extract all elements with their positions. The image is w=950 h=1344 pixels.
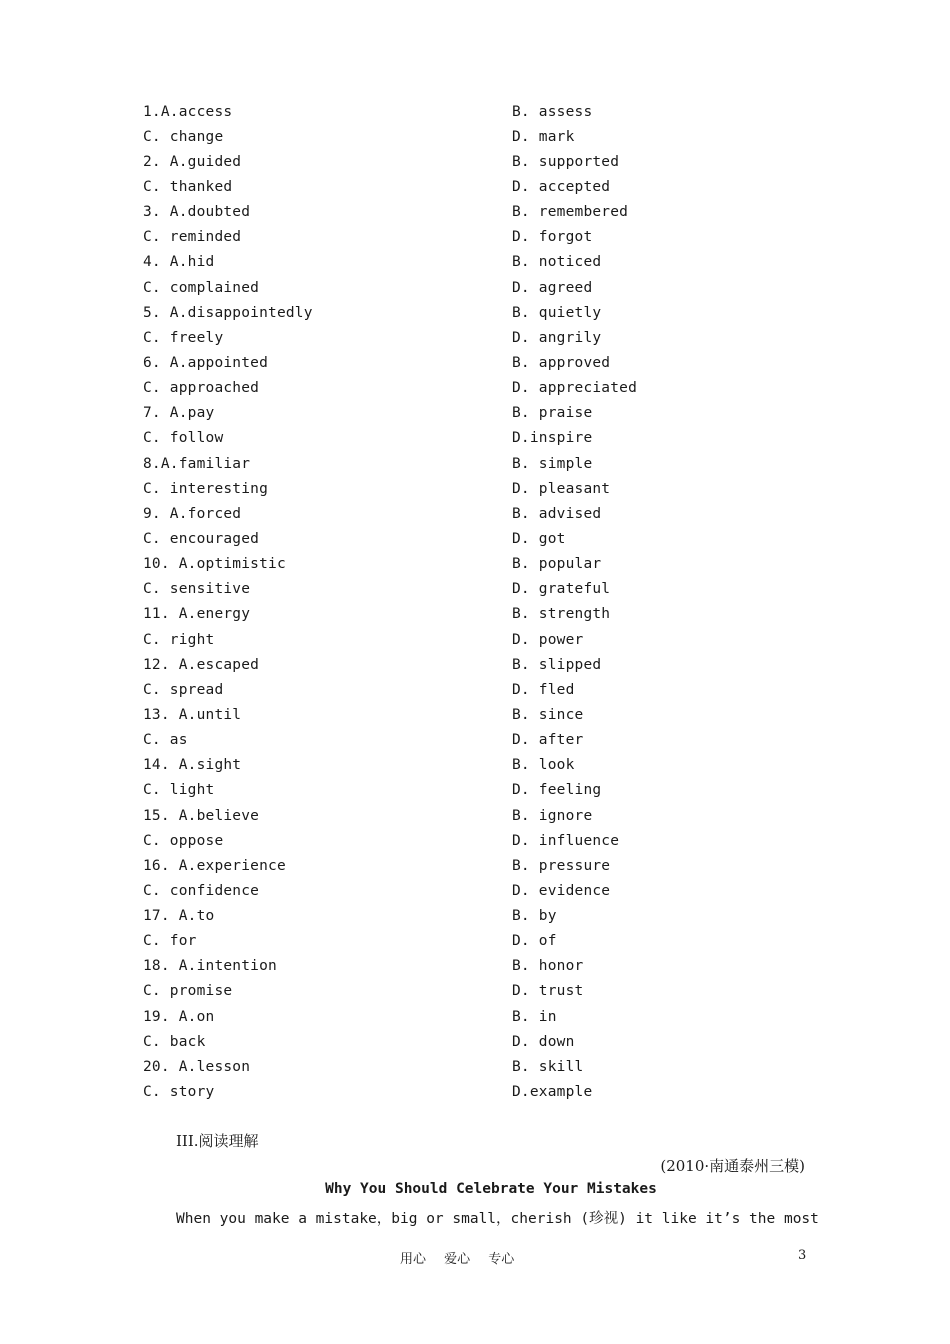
option-left: 13. A.until — [143, 706, 242, 723]
option-right: D. feeling — [512, 782, 602, 799]
option-right: D. influence — [512, 832, 620, 849]
option-row — [143, 174, 823, 199]
option-row — [143, 350, 823, 375]
option-row — [143, 929, 823, 954]
option-row — [143, 828, 823, 853]
option-left: 9. A.forced — [143, 505, 242, 522]
option-right: B. supported — [512, 153, 620, 170]
option-right: B. noticed — [512, 254, 602, 271]
option-left: 15. A.believe — [143, 807, 260, 824]
option-row — [143, 200, 823, 225]
option-right: B. remembered — [512, 204, 629, 221]
option-left: C. interesting — [143, 480, 269, 497]
option-right: D. mark — [512, 128, 575, 145]
option-row — [143, 1054, 823, 1079]
option-right: B. simple — [512, 455, 593, 472]
option-left: C. spread — [143, 681, 224, 698]
article-title: Why You Should Celebrate Your Mistakes — [325, 1181, 657, 1197]
option-right: B. in — [512, 1008, 557, 1025]
option-row — [143, 476, 823, 501]
option-left: 4. A.hid — [143, 254, 215, 271]
option-row — [143, 652, 823, 677]
option-right: B. advised — [512, 505, 602, 522]
option-left: C. as — [143, 732, 188, 749]
option-right: D. fled — [512, 681, 575, 698]
option-left: C. back — [143, 1033, 206, 1050]
option-right: D.example — [512, 1084, 593, 1101]
option-row — [143, 275, 823, 300]
option-right: D. got — [512, 530, 566, 547]
option-left: C. oppose — [143, 832, 224, 849]
option-right: B. since — [512, 706, 584, 723]
option-row — [143, 753, 823, 778]
option-left: C. right — [143, 631, 215, 648]
option-right: D. of — [512, 933, 557, 950]
option-row — [143, 225, 823, 250]
option-row — [143, 124, 823, 149]
option-left: C. promise — [143, 983, 233, 1000]
option-row — [143, 451, 823, 476]
option-left: 6. A.appointed — [143, 354, 269, 371]
option-left: 20. A.lesson — [143, 1058, 251, 1075]
option-row — [143, 426, 823, 451]
option-row — [143, 677, 823, 702]
option-right: B. assess — [512, 103, 593, 120]
option-right: D.inspire — [512, 430, 593, 447]
footer-text: 用心 爱心 专心 — [400, 1252, 515, 1267]
option-left: 2. A.guided — [143, 153, 242, 170]
option-right: D. grateful — [512, 581, 611, 598]
option-row — [143, 325, 823, 350]
option-left: C. change — [143, 128, 224, 145]
option-left: C. reminded — [143, 229, 242, 246]
option-left: 16. A.experience — [143, 857, 286, 874]
option-row — [143, 149, 823, 174]
option-row — [143, 401, 823, 426]
option-row — [143, 99, 823, 124]
option-left: 10. A.optimistic — [143, 556, 286, 573]
answer-options-list — [143, 99, 823, 1105]
option-row — [143, 627, 823, 652]
option-right: B. quietly — [512, 304, 602, 321]
option-left: 14. A.sight — [143, 757, 242, 774]
option-right: D. agreed — [512, 279, 593, 296]
option-right: D. down — [512, 1033, 575, 1050]
option-left: 18. A.intention — [143, 958, 277, 975]
option-row — [143, 552, 823, 577]
option-right: B. popular — [512, 556, 602, 573]
page-number: 3 — [798, 1248, 807, 1263]
option-left: 5. A.disappointedly — [143, 304, 313, 321]
option-right: B. by — [512, 908, 557, 925]
option-left: C. sensitive — [143, 581, 251, 598]
option-right: B. approved — [512, 354, 611, 371]
option-left: C. freely — [143, 329, 224, 346]
option-right: D. power — [512, 631, 584, 648]
option-left: C. approached — [143, 380, 260, 397]
source-note: (2010·南通泰州三模) — [660, 1157, 805, 1175]
option-right: B. look — [512, 757, 575, 774]
option-row — [143, 778, 823, 803]
option-left: 19. A.on — [143, 1008, 215, 1025]
option-left: 12. A.escaped — [143, 656, 260, 673]
option-row — [143, 602, 823, 627]
option-left: C. story — [143, 1084, 215, 1101]
option-left: 11. A.energy — [143, 606, 251, 623]
option-right: B. honor — [512, 958, 584, 975]
option-row — [143, 526, 823, 551]
section-title: III.阅读理解 — [176, 1132, 259, 1150]
option-left: 17. A.to — [143, 908, 215, 925]
option-row — [143, 1029, 823, 1054]
option-row — [143, 803, 823, 828]
option-right: D. after — [512, 732, 584, 749]
option-row — [143, 728, 823, 753]
option-left: C. encouraged — [143, 530, 260, 547]
option-row — [143, 878, 823, 903]
option-row — [143, 1079, 823, 1104]
article-body-line: When you make a mistake，big or small，cherish (珍视) it like it’s the most — [176, 1211, 819, 1227]
option-right: B. pressure — [512, 857, 611, 874]
option-right: D. trust — [512, 983, 584, 1000]
option-left: 8.A.familiar — [143, 455, 251, 472]
option-right: D. pleasant — [512, 480, 611, 497]
option-row — [143, 250, 823, 275]
option-right: B. strength — [512, 606, 611, 623]
option-right: B. slipped — [512, 656, 602, 673]
option-right: D. forgot — [512, 229, 593, 246]
option-left: C. light — [143, 782, 215, 799]
option-row — [143, 954, 823, 979]
option-row — [143, 376, 823, 401]
option-row — [143, 300, 823, 325]
option-row — [143, 904, 823, 929]
option-row — [143, 702, 823, 727]
option-row — [143, 853, 823, 878]
option-right: D. accepted — [512, 178, 611, 195]
option-right: D. evidence — [512, 882, 611, 899]
option-right: B. ignore — [512, 807, 593, 824]
option-right: D. appreciated — [512, 380, 638, 397]
option-left: C. confidence — [143, 882, 260, 899]
option-left: 3. A.doubted — [143, 204, 251, 221]
option-row — [143, 501, 823, 526]
option-right: B. praise — [512, 405, 593, 422]
option-left: C. complained — [143, 279, 260, 296]
option-row — [143, 979, 823, 1004]
option-left: C. thanked — [143, 178, 233, 195]
option-left: 7. A.pay — [143, 405, 215, 422]
option-row — [143, 1004, 823, 1029]
option-left: C. for — [143, 933, 197, 950]
option-left: 1.A.access — [143, 103, 233, 120]
option-left: C. follow — [143, 430, 224, 447]
option-row — [143, 577, 823, 602]
option-right: B. skill — [512, 1058, 584, 1075]
option-right: D. angrily — [512, 329, 602, 346]
